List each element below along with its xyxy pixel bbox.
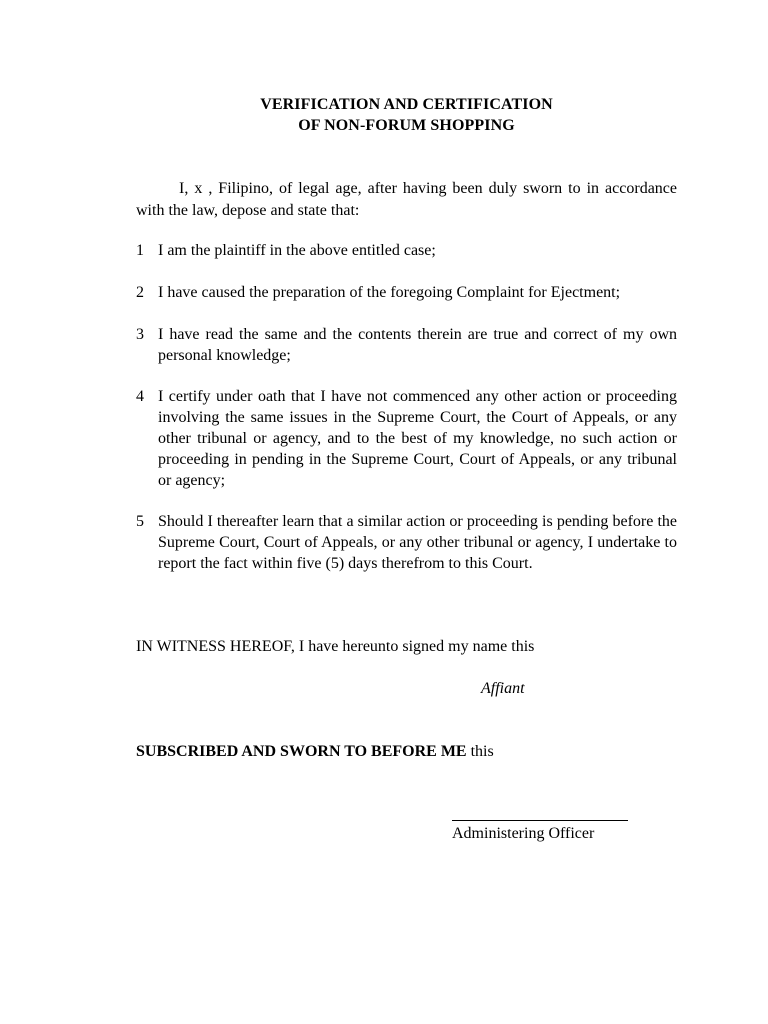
witness-statement: IN WITNESS HEREOF, I have hereunto signed my name this bbox=[136, 638, 535, 655]
list-item-text: I am the plaintiff in the above entitled case; bbox=[158, 242, 436, 259]
list-item-text: Should I thereafter learn that a similar action or proceeding is pending before the Supreme Court, Court of Appeals, or any other tribunal or agency, I undertake to report the fact within five (5) days therefrom to this Court. bbox=[158, 513, 677, 572]
sworn-statement bbox=[136, 741, 677, 762]
list-item-text: I have caused the preparation of the foregoing Complaint for Ejectment; bbox=[158, 284, 621, 301]
signature-line bbox=[452, 820, 628, 821]
intro-paragraph: I, x , Filipino, of legal age, after having been duly sworn to in accordance with the law, depose and state that: bbox=[136, 180, 677, 219]
list-item-number: 4 bbox=[136, 388, 144, 405]
document-title-line-2: OF NON-FORUM SHOPPING bbox=[298, 117, 515, 134]
affiant-label: Affiant bbox=[481, 680, 525, 697]
list-item-number: 3 bbox=[136, 326, 144, 343]
list-item-text: I certify under oath that I have not commenced any other action or proceeding involving the same issues in the Supreme Court, the Court of Appeals, or any other tribunal or agency, and to the best of my knowledge, no such action or proceeding in pending in the Supreme Court, Court of Appeals, or any tribunal or agency; bbox=[158, 388, 677, 489]
list-item-number: 1 bbox=[136, 242, 144, 259]
sworn-statement-bold: SUBSCRIBED AND SWORN TO BEFORE ME bbox=[136, 743, 467, 760]
sworn-statement-rest: this bbox=[466, 743, 494, 760]
list-item-number: 5 bbox=[136, 513, 144, 530]
list-item-number: 2 bbox=[136, 284, 144, 301]
list-item-text: I have read the same and the contents therein are true and correct of my own personal knowledge; bbox=[158, 326, 677, 364]
administering-officer-label: Administering Officer bbox=[452, 825, 595, 842]
document-title-line-1: VERIFICATION AND CERTIFICATION bbox=[260, 96, 553, 113]
